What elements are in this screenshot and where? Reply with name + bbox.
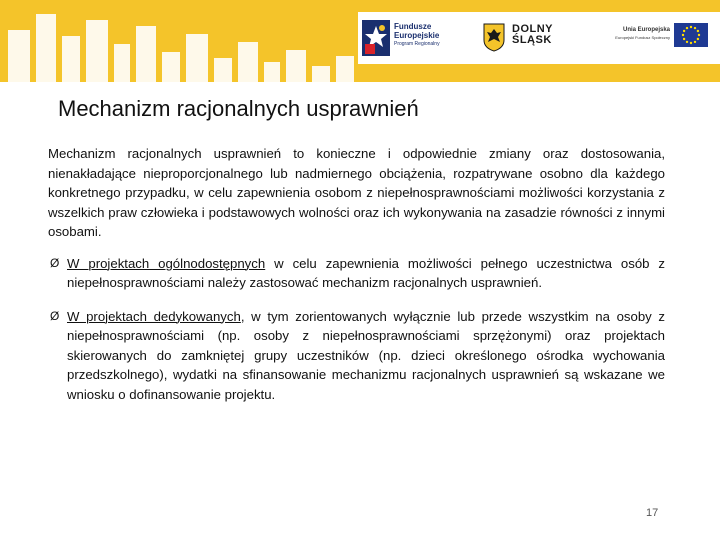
dolny-slask-logo (482, 20, 562, 56)
unia-europejska-logo (594, 20, 708, 56)
definition-paragraph: Mechanizm racjonalnych usprawnień to konieczne i odpowiednie zmiany oraz dostosowania, nienakładające nieproporcjonalnego lub nadmiernego obciążenia, rozpatrywane osobno dla każdego konkretnego przypadku, w celu zapewnienia osobom z niepełnosprawnościami możliwości korzystania z wszelkich praw człowieka i podstawowych wolności oraz ich wykonywania na zasadzie równości z innymi osobami. (48, 146, 665, 239)
decor-block (312, 66, 330, 82)
decor-block (214, 58, 232, 82)
decor-block (264, 62, 280, 82)
bullet-item (48, 254, 665, 293)
unia-line1: Unia Europejska (622, 27, 670, 33)
dolny-line1: DOLNY (512, 23, 553, 35)
decor-block (114, 44, 130, 82)
unia-text (594, 26, 670, 42)
bullet-text: , w tym zorientowanych wyłącznie lub przede wszystkim na osoby z niepełnosprawnościami (np. osoby z niepełnosprawnościami sprzężonymi) oraz projektach skierowanych do zamkniętej grupy uczestników (np. dzieci określonego ośrodka wychowania przedszkolnego), wydatki na sfinansowanie mechanizmu racjonalnych usprawnień są wskazane we wniosku o dofinansowanie projektu. (67, 308, 666, 402)
unia-line2: Europejski Fundusz Społeczny (615, 35, 670, 40)
decor-block (8, 30, 30, 82)
bullet-underlined-text: W projektach ogólnodostępnych (67, 255, 266, 271)
logo-strip (358, 12, 720, 64)
fundusze-line2: Europejskie (394, 31, 440, 40)
arrow-bullet-icon: Ø (50, 308, 60, 323)
page-number: 17 (646, 507, 659, 519)
decor-block (86, 20, 108, 82)
bullet-underlined-text: W projektach dedykowanych (67, 308, 241, 324)
dolny-slask-text (512, 24, 553, 46)
fundusze-text (394, 22, 440, 49)
fundusze-line1: Fundusze (394, 22, 432, 31)
fundusze-europejskie-icon (362, 20, 390, 56)
decor-block (62, 36, 80, 82)
decor-block (238, 42, 258, 82)
decor-block (286, 50, 306, 82)
slide-body (48, 144, 665, 418)
bullet-text: w celu zapewnienia możliwości pełnego uczestnictwa osób z niepełnosprawnościami należy zastosować mechanizm racjonalnych usprawnień. (67, 255, 666, 290)
arrow-bullet-icon: Ø (50, 255, 60, 270)
slide-title: Mechanizm racjonalnych usprawnień (58, 96, 419, 121)
decor-block (36, 14, 56, 82)
bullet-item (48, 307, 665, 405)
eagle-crest-icon (482, 22, 506, 52)
decor-block (162, 52, 180, 82)
fundusze-europejskie-logo (362, 18, 458, 58)
decor-block (336, 56, 354, 82)
header-bar (0, 0, 720, 82)
decor-block (136, 26, 156, 82)
dolny-line2: ŚLĄSK (512, 34, 552, 46)
decor-block (186, 34, 208, 82)
eu-flag-icon (674, 23, 708, 47)
fundusze-line3: Program Regionalny (394, 41, 440, 47)
